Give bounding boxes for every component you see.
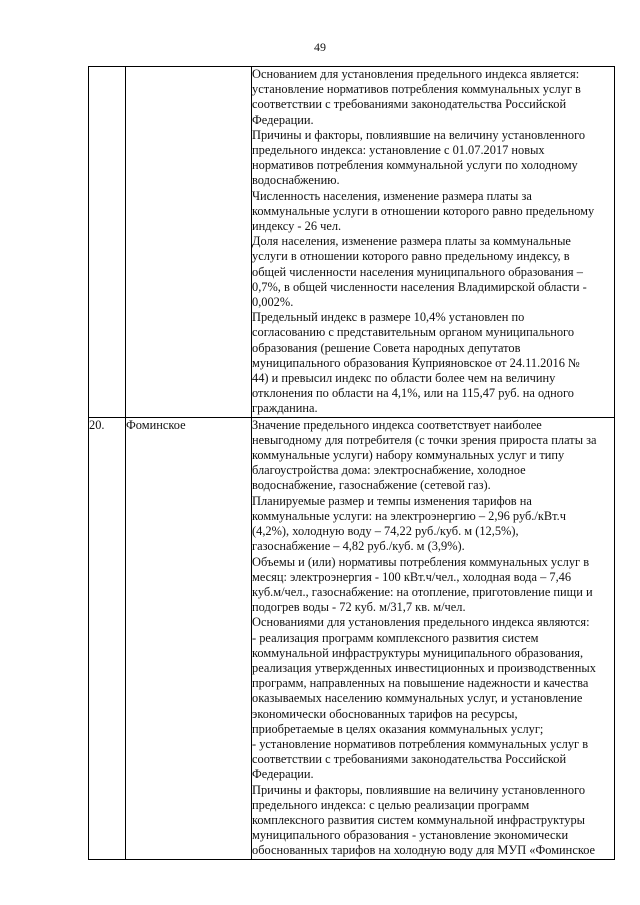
text-line: комплексного развития систем коммунальной инфраструктуры: [252, 812, 585, 827]
text-line: коммунальные услуги) набору коммунальных услуг и типу: [252, 448, 565, 463]
text-line: куб.м/чел., газоснабжение: на отопление, приготовление пищи и: [252, 584, 593, 599]
text-line: предельного индекса: с целью реализации программ: [252, 797, 530, 812]
text-line: нормативов потребления коммунальной услуги по холодному: [252, 158, 578, 173]
text-line: 44) и превысил индекс по области более чем на величину: [252, 371, 556, 386]
page-number: 49: [314, 40, 326, 54]
text-line: месяц: электроэнергия - 100 кВт.ч/чел., холодная вода – 7,46: [252, 569, 572, 584]
indices-table: [88, 66, 615, 860]
text-line: отклонения по области на 4,1%, или на 115,47 руб. на одного: [252, 386, 574, 401]
text-line: водоснабжению.: [252, 173, 340, 188]
text-line: услуги в отношении которого равно предельному индексу, в: [252, 249, 570, 264]
justification-text: [252, 67, 614, 417]
text-line: (4,2%), холодную воду – 74,22 руб./куб. м (12,5%),: [252, 524, 519, 539]
text-line: Доля населения, изменение размера платы за коммунальные: [252, 234, 571, 249]
text-line: обоснованных тарифов на холодную воду для МУП «Фоминское: [252, 843, 596, 858]
text-line: Значение предельного индекса соответствует наиболее: [252, 417, 542, 432]
text-line: 0,002%.: [252, 295, 294, 310]
text-line: экономически обоснованных тарифов на ресурсы,: [252, 706, 518, 721]
text-line: Причины и факторы, повлиявшие на величину установленного: [252, 782, 586, 797]
text-line: гражданина.: [252, 401, 318, 416]
row-number-cell: [89, 67, 126, 418]
text-line: приобретаемые в целях оказания коммунальных услуг;: [252, 721, 544, 736]
text-line: соответствии с требованиями законодательства Российской: [252, 752, 567, 767]
text-line: муниципального образования - установление экономически: [252, 828, 569, 843]
text-line: Причины и факторы, повлиявшие на величину установленного: [252, 127, 586, 142]
text-line: газоснабжение – 4,82 руб./куб. м (3,9%).: [252, 539, 465, 554]
text-line: подогрев воды - 72 куб. м/31,7 кв. м/чел.: [252, 600, 466, 615]
text-line: Планируемые размер и темпы изменения тарифов на: [252, 493, 532, 508]
text-line: Предельный индекс в размере 10,4% установлен по: [252, 310, 525, 325]
text-line: образования (решение Совета народных депутатов: [252, 340, 521, 355]
text-line: соответствии с требованиями законодательства Российской: [252, 97, 567, 112]
text-line: благоустройства дома: электроснабжение, холодное: [252, 463, 526, 478]
text-line: 0,7%, в общей численности населения Владимирской области -: [252, 279, 587, 294]
text-line: предельного индекса: установление с 01.07.2017 новых: [252, 143, 545, 158]
row-number-cell: 20.: [89, 417, 126, 859]
text-line: программ, направленных на повышение надежности и качества: [252, 676, 589, 691]
municipality-name-cell: [126, 67, 252, 418]
text-line: коммунальные услуги: на электроэнергию – 2,96 руб./кВт.ч: [252, 508, 566, 523]
text-line: коммунальные услуги в отношении которого равно предельному: [252, 203, 595, 218]
text-line: общей численности населения муниципального образования –: [252, 264, 583, 279]
table-row: [89, 67, 615, 418]
text-line: Основаниями для установления предельного индекса являются:: [252, 615, 590, 630]
text-line: Федерации.: [252, 767, 314, 782]
text-line: реализация утвержденных инвестиционных и производственных: [252, 660, 596, 675]
justification-text: [252, 418, 614, 859]
text-line: согласованию с представительным органом муниципального: [252, 325, 575, 340]
justification-cell: [252, 417, 615, 859]
text-line: невыгодному для потребителя (с точки зрения прироста платы за: [252, 432, 597, 447]
text-line: - реализация программ комплексного развития систем: [252, 630, 539, 645]
text-line: коммунальной инфраструктуры муниципального образования,: [252, 645, 584, 660]
text-line: индексу - 26 чел.: [252, 219, 342, 234]
table-row: [89, 417, 615, 859]
text-line: оказываемых населению коммунальных услуг, и установление: [252, 691, 583, 706]
text-line: водоснабжение, газоснабжение (сетевой газ).: [252, 478, 491, 493]
text-line: установление нормативов потребления коммунальных услуг в: [252, 82, 581, 97]
municipality-name-cell: Фоминское: [126, 417, 252, 859]
text-line: Численность населения, изменение размера платы за: [252, 188, 532, 203]
text-line: Основанием для установления предельного индекса является:: [252, 67, 580, 81]
text-line: Федерации.: [252, 112, 314, 127]
text-line: - установление нормативов потребления коммунальных услуг в: [252, 736, 589, 751]
text-line: муниципального образования Куприяновское от 24.11.2016 №: [252, 355, 580, 370]
justification-cell: [252, 67, 615, 418]
text-line: Объемы и (или) нормативы потребления коммунальных услуг в: [252, 554, 590, 569]
